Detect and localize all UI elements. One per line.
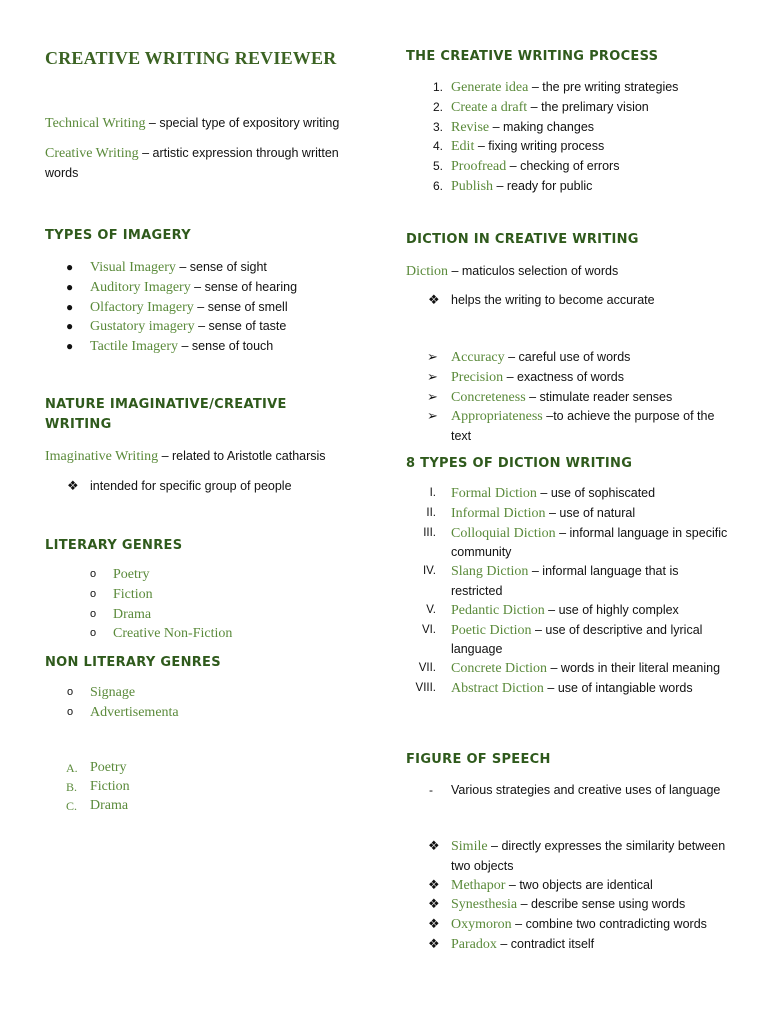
bullet-icon: ● — [66, 299, 74, 314]
term: Diction — [406, 264, 448, 279]
list-item: C. Drama — [66, 797, 129, 813]
list-item: - Various strategies and creative uses of language — [451, 781, 731, 800]
diamond-bullet-icon: ❖ — [428, 896, 440, 912]
list-item: VII. Concrete Diction – words in their literal meaning — [418, 661, 721, 677]
diamond-bullet-icon: ❖ — [67, 478, 79, 493]
diamond-bullet-icon: ❖ — [428, 838, 440, 853]
figure-dash-list — [429, 781, 731, 800]
list-item: o Signage — [67, 685, 136, 700]
list-item: VI. Poetic Diction – use of descriptive and lyrical language — [421, 622, 703, 657]
bullet-icon: ● — [66, 339, 74, 354]
process-list — [432, 78, 736, 197]
list-item: ➢ Appropriateness –to achieve the purpose of the text — [427, 408, 715, 444]
list-item: B. Fiction — [66, 778, 130, 794]
definition: – artistic expression through written words — [45, 146, 339, 180]
bullet-icon: ● — [66, 279, 74, 294]
creative-writing-definition — [45, 144, 370, 182]
diction-types-heading: 8 TYPES OF DICTION WRITING — [406, 456, 633, 471]
list-item: o Drama — [90, 606, 152, 622]
term: Creative Writing — [45, 146, 139, 161]
imagery-heading: TYPES OF IMAGERY — [45, 228, 191, 243]
diction-heading: DICTION IN CREATIVE WRITING — [406, 232, 639, 247]
list-item: o Advertisementa — [67, 704, 179, 720]
list-item: 4. Edit – fixing writing process — [432, 139, 605, 155]
list-item: ➢ Accuracy – careful use of words — [427, 349, 631, 365]
list-item: ● Gustatory imagery – sense of taste — [66, 319, 287, 335]
list-item: o Fiction — [90, 586, 153, 602]
imagery-list — [66, 258, 370, 357]
arrow-bullet-icon: ➢ — [427, 349, 438, 364]
non-literary-genres-list — [67, 683, 340, 723]
list-item: VIII. Abstract Diction – use of intangiable words — [415, 680, 693, 696]
list-item: ● Tactile Imagery – sense of touch — [66, 339, 274, 355]
list-item: ❖ Synesthesia – describe sense using words — [428, 896, 686, 913]
list-item: 3. Revise – making changes — [432, 119, 595, 135]
diction-bullet-list — [428, 291, 736, 310]
list-item: V. Pedantic Diction – use of highly complex — [426, 602, 679, 618]
diction-qualities-list — [427, 348, 731, 446]
list-item: A. Poetry — [66, 760, 127, 775]
process-heading: THE CREATIVE WRITING PROCESS — [406, 49, 659, 64]
list-item: 2. Create a draft – the prelimary vision — [432, 99, 649, 115]
list-item: III. Colloquial Diction – informal language in specific community — [423, 525, 728, 560]
list-item: 1. Generate idea – the pre writing strategies — [432, 80, 679, 95]
list-item: ❖ helps the writing to become accurate — [451, 291, 736, 310]
circle-bullet-icon: o — [90, 587, 97, 600]
diamond-bullet-icon: ❖ — [428, 916, 440, 932]
circle-bullet-icon: o — [90, 607, 97, 620]
dash-bullet: - — [429, 783, 433, 797]
diamond-bullet-icon: ❖ — [428, 292, 440, 307]
list-item: ❖ Paradox – contradict itself — [428, 935, 595, 952]
diction-types-list — [415, 484, 731, 699]
term: Technical Writing — [45, 116, 146, 131]
nature-heading: NATURE IMAGINATIVE/CREATIVE WRITING — [45, 397, 287, 432]
list-item: ❖ Oxymoron – combine two contradicting words — [428, 916, 707, 933]
arrow-bullet-icon: ➢ — [427, 408, 438, 424]
list-item: ➢ Precision – exactness of words — [427, 368, 625, 385]
list-item: ● Visual Imagery – sense of sight — [66, 260, 267, 275]
arrow-bullet-icon: ➢ — [427, 388, 438, 404]
list-item: ➢ Concreteness – stimulate reader senses — [427, 388, 673, 405]
imaginative-writing-definition — [45, 447, 375, 467]
list-item: ❖ Simile – directly expresses the similarity between two objects — [428, 838, 726, 873]
list-item: 6. Publish – ready for public — [432, 178, 593, 194]
figure-of-speech-list — [428, 837, 736, 955]
circle-bullet-icon: o — [67, 705, 74, 718]
list-item: ❖ Methapor – two objects are identical — [428, 876, 653, 893]
diamond-bullet-icon: ❖ — [428, 935, 440, 951]
list-item: I. Formal Diction – use of sophiscated — [429, 486, 656, 501]
literary-genres-list — [90, 565, 363, 644]
list-item: ❖ intended for specific group of people — [90, 477, 370, 496]
document-title: CREATIVE WRITING REVIEWER — [45, 48, 337, 68]
list-item: 5. Proofread – checking of errors — [432, 159, 620, 175]
term: Imaginative Writing — [45, 449, 159, 464]
bullet-icon: ● — [66, 260, 74, 274]
nature-bullet-list — [67, 477, 370, 496]
list-item: ● Auditory Imagery – sense of hearing — [66, 279, 298, 295]
list-item: o Poetry — [90, 567, 150, 582]
definition: – related to Aristotle catharsis — [158, 449, 326, 463]
diction-definition — [406, 262, 736, 282]
circle-bullet-icon: o — [90, 568, 97, 580]
circle-bullet-icon: o — [90, 627, 97, 640]
definition: – special type of expository writing — [145, 116, 340, 130]
list-item: ● Olfactory Imagery – sense of smell — [66, 299, 288, 315]
bullet-icon: ● — [66, 319, 74, 334]
literary-genres-heading: LITERARY GENRES — [45, 538, 183, 553]
non-literary-genres-heading: NON LITERARY GENRES — [45, 655, 221, 670]
list-item: II. Informal Diction – use of natural — [426, 505, 636, 521]
list-item: IV. Slang Diction – informal language that is restricted — [422, 564, 679, 598]
alpha-list — [66, 759, 340, 815]
diamond-bullet-icon: ❖ — [428, 876, 440, 892]
arrow-bullet-icon: ➢ — [427, 368, 438, 384]
circle-bullet-icon: o — [67, 686, 74, 698]
list-item: o Creative Non-Fiction — [90, 626, 233, 642]
definition: – maticulos selection of words — [448, 264, 619, 278]
technical-writing-definition — [45, 114, 375, 134]
figure-of-speech-heading: FIGURE OF SPEECH — [406, 752, 551, 767]
